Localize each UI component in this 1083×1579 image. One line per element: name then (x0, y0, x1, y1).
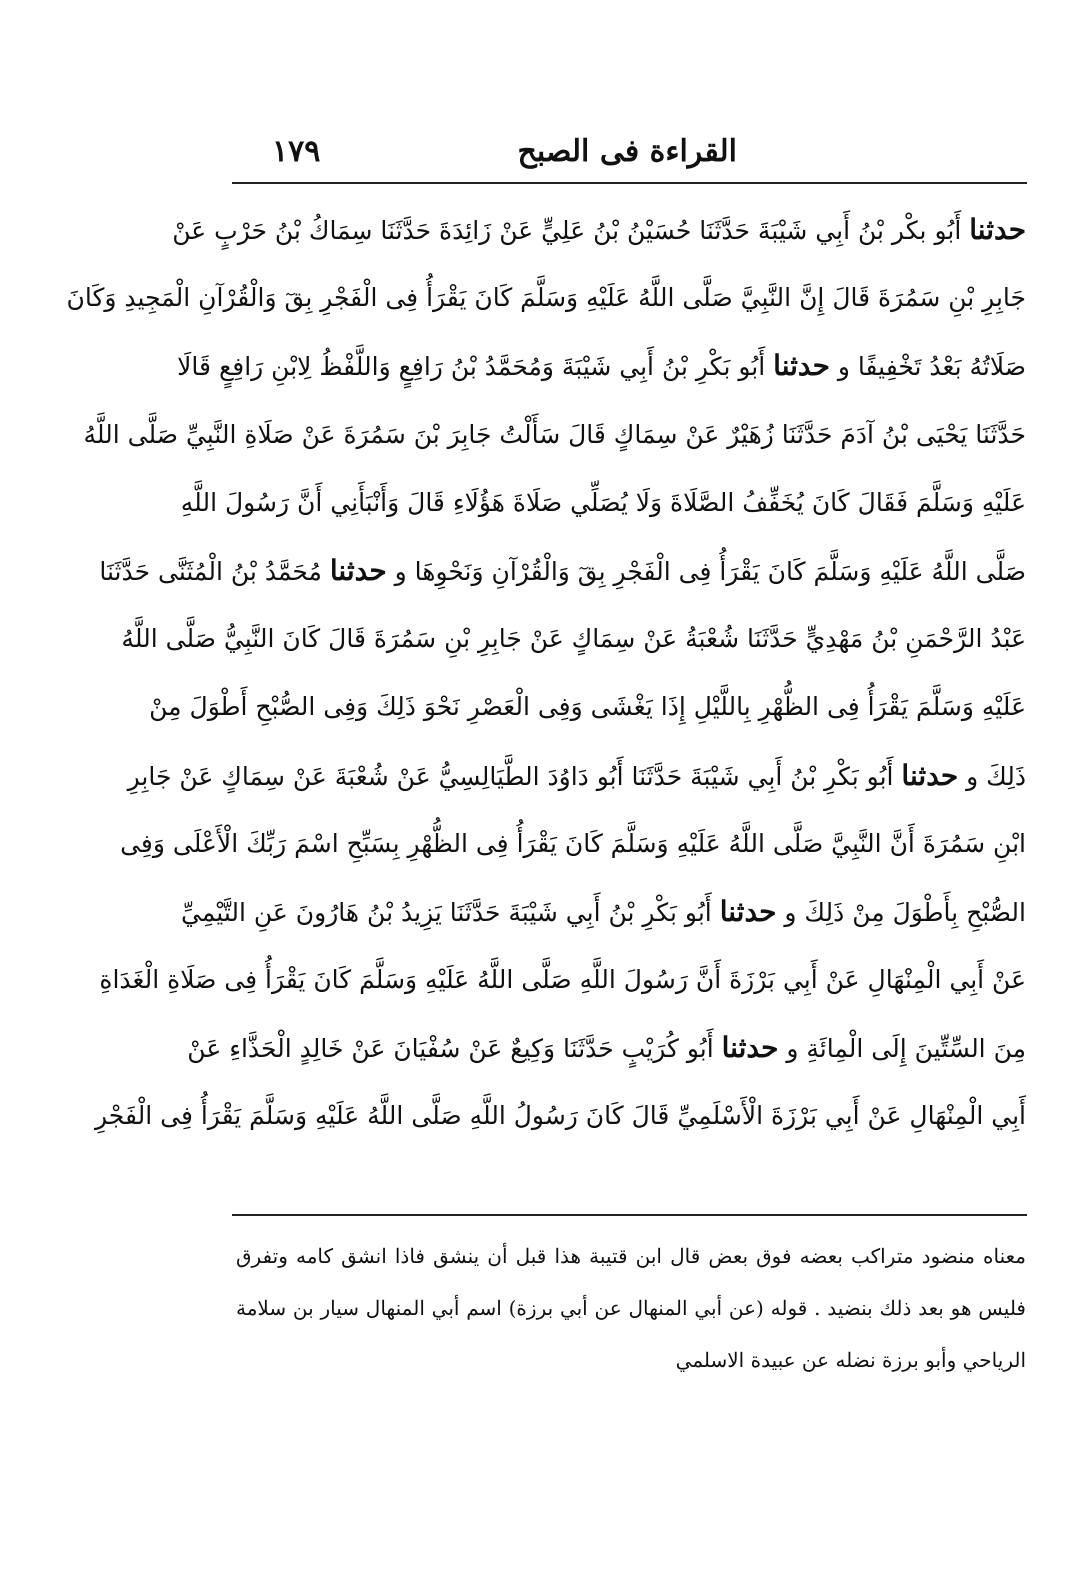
haddathana-keyword: حدثنا (969, 213, 1026, 246)
page-header (232, 132, 1027, 182)
text-line: حدثنا أَبُو بكْر بْنُ أَبِي شَيْبَةَ حَدَّثَنَا حُسَيْنُ بْنُ عَلِيٍّ عَنْ زَائِدَةَ حَدَّثَنَا سِمَاكُ بْنُ حَرْبٍ عَنْ (172, 213, 1026, 246)
header-rule (232, 182, 1027, 184)
text-line: عَنْ أَبِي الْمِنْهَالِ عَنْ أَبِي بَرْزَةَ أَنَّ رَسُولَ اللَّهِ صَلَّى اللَّهُ عَلَيْهِ وَسَلَّمَ كَانَ يَقْرَأُ فِى صَلَاةِ الْغَدَاةِ (99, 965, 1026, 995)
text-line: الصُّبْحِ بِأَطْوَلَ مِنْ ذَلِكَ و حدثنا أَبُو بَكْرِ بْنُ أَبِي شَيْبَةَ حَدَّثَنَا يَزِيدُ بْنُ هَارُونَ عَنِ التَّيْمِيِّ (181, 894, 1026, 928)
text-line: صَلَّى اللَّهُ عَلَيْهِ وَسَلَّمَ كَانَ يَقْرَأُ فِى الْفَجْرِ بِقٓ وَالْقُرْآنِ وَنَحْوِهَا و حدثنا مُحَمَّدُ بْنُ الْمُثَنَّى حَدَّثَنَا (99, 553, 1026, 587)
text-line: عَبْدُ الرَّحْمَنِ بْنُ مَهْدِيٍّ حَدَّثَنَا شُعْبَةُ عَنْ سِمَاكٍ عَنْ جَابِرِ بْنِ سَمُرَةَ قَالَ كَانَ النَّبِيُّ صَلَّى اللَّهُ (121, 624, 1026, 654)
text-line: حَدَّثَنَا يَحْيَى بْنُ آدَمَ حَدَّثَنَا زُهَيْرٌ عَنْ سِمَاكٍ قَالَ سَأَلْتُ جَابِرَ بْنَ سَمُرَةَ عَنْ صَلَاةِ النَّبِيِّ صَلَّى اللَّهُ (83, 419, 1026, 449)
haddathana-keyword: حدثنا (719, 894, 777, 928)
footnote-line: الرياحي وأبو برزة نضله عن عبيدة الاسلمي (675, 1348, 1026, 1372)
footnote-line: معناه منضود متراكب بعضه فوق بعض قال ابن قتيبة هذا قبل أن ينشق فاذا انشق كامه وتفرق (236, 1244, 1026, 1268)
haddathana-keyword: حدثنا (773, 349, 830, 383)
footnote-rule (232, 1214, 1027, 1216)
text-line: عَلَيْهِ وَسَلَّمَ يَقْرَأُ فِى الظُّهْرِ بِاللَّيْلِ إِذَا يَغْشَى وَفِى الْعَصْرِ نَحْوَ ذَلِكَ وَفِى الصُّبْحِ أَطْوَلَ مِنْ (149, 692, 1026, 722)
haddathana-keyword: حدثنا (721, 1031, 779, 1065)
text-line: صَلَاتُهُ بَعْدُ تَخْفِيفًا و حدثنا أَبُو بَكْرِ بْنُ أَبِي شَيْبَةَ وَمُحَمَّدُ بْنُ رَافِعٍ وَاللَّفْظُ لِابْنِ رَافِعٍ قَالَا (177, 349, 1026, 383)
text-line: مِنَ السِّتِّينَ إِلَى الْمِائَةِ و حدثنا أَبُو كُرَيْبٍ حَدَّثَنَا وَكِيعٌ عَنْ سُفْيَانَ عَنْ خَالِدٍ الْحَذَّاءِ عَنْ (187, 1031, 1026, 1065)
hadith-text (66, 196, 1026, 1151)
footnote-line: فليس هو بعد ذلك بنضيد . قوله (عن أبي المنهال عن أبي برزة) اسم أبي المنهال سيار بن سلامة (236, 1296, 1026, 1320)
text-line: ذَلِكَ و حدثنا أَبُو بَكْرِ بْنُ أَبِي شَيْبَةَ حَدَّثَنَا أَبُو دَاوُدَ الطَّيَالِسِيُّ عَنْ شُعْبَةَ عَنْ سِمَاكٍ عَنْ جَابِرِ (127, 758, 1026, 792)
text-line: جَابِرِ بْنِ سَمُرَةَ قَالَ إِنَّ النَّبِيَّ صَلَّى اللَّهُ عَلَيْهِ وَسَلَّمَ كَانَ يَقْرَأُ فِى الْفَجْرِ بِقٓ وَالْقُرْآنِ الْمَجِيدِ وَكَانَ (66, 283, 1026, 313)
text-line: ابْنِ سَمُرَةَ أَنَّ النَّبِيَّ صَلَّى اللَّهُ عَلَيْهِ وَسَلَّمَ كَانَ يَقْرَأُ فِى الظُّهْرِ بِسَبِّحِ اسْمَ رَبِّكَ الْأَعْلَى وَفِى (120, 828, 1026, 858)
text-line: أَبِي الْمِنْهَالِ عَنْ أَبِي بَرْزَةَ الْأَسْلَمِيِّ قَالَ كَانَ رَسُولُ اللَّهِ صَلَّى اللَّهُ عَلَيْهِ وَسَلَّمَ يَقْرَأُ فِى الْفَجْرِ (95, 1101, 1026, 1131)
haddathana-keyword: حدثنا (901, 758, 959, 792)
footnotes (236, 1230, 1026, 1386)
running-title: القراءة فى الصبح (517, 134, 737, 169)
text-line: عَلَيْهِ وَسَلَّمَ فَقَالَ كَانَ يُخَفِّفُ الصَّلَاةَ وَلَا يُصَلِّي صَلَاةَ هَؤُلَاءِ قَالَ وَأَنْبَأَنِي أَنَّ رَسُولَ اللَّهِ (180, 487, 1026, 517)
page-number: ١٧٩ (272, 134, 321, 169)
haddathana-keyword: حدثنا (329, 553, 387, 587)
